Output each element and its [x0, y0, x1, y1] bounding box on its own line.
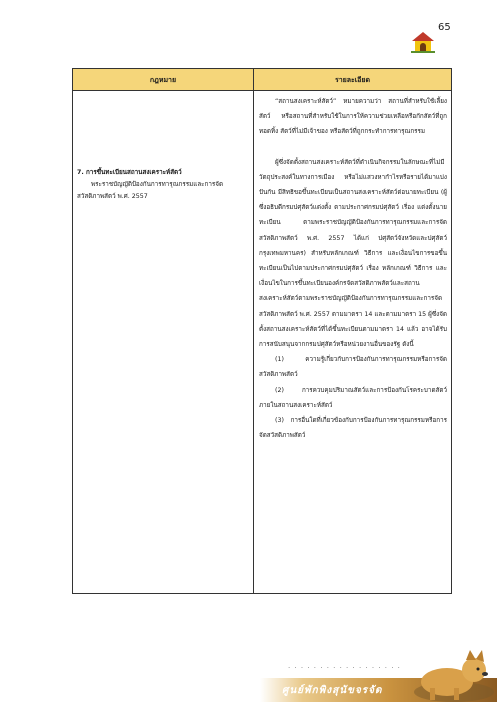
header-details: รายละเอียด — [334, 76, 371, 84]
act-name: พระราชบัญญัติป้องกันการทารุณกรรมและการจัดสวัสดิภาพสัตว์ พ.ศ. 2557 — [77, 181, 224, 200]
table-header — [73, 69, 451, 91]
definition-paragraph: “สถานสงเคราะห์สัตว์” หมายความว่า สถานที่สำหรับใช้เลี้ยงสัตว์ หรือสถานที่สำหรับใช้ในการให้ความช่วยเหลือหรือกักสัตว์ที่ถูกทอดทิ้ง สัตว์ที่ไม่มีเจ้าของ หรือสัตว์ที่ถูกกระทำการทารุณกรรม — [259, 98, 447, 136]
doghouse-icon — [410, 30, 436, 54]
page-number: 65 — [438, 22, 451, 33]
law-table — [72, 68, 452, 594]
header-law: กฎหมาย — [149, 76, 177, 84]
support-item: (2) การควบคุมปริมาณสัตว์และการป้องกันโรคระบาดสัตว์ภายในสถานสงเคราะห์สัตว์ — [259, 386, 447, 409]
footer-title: ศูนย์พักพิงสุนัขจรจัด — [282, 685, 383, 696]
law-cell — [77, 167, 249, 203]
footer-dots: · · · · · · · · · · · · · · · · · · — [288, 664, 401, 672]
column-divider — [253, 69, 254, 593]
support-item: (1) ความรู้เกี่ยวกับการป้องกันการทารุณกรรมหรือการจัดสวัสดิภาพสัตว์ — [259, 356, 447, 379]
details-cell — [259, 94, 447, 443]
section-heading: 7. การขึ้นทะเบียนสถานสงเคราะห์สัตว์ — [77, 169, 182, 176]
registration-paragraph: ผู้ซึ่งจัดตั้งสถานสงเคราะห์สัตว์ที่ดำเนินกิจกรรมในลักษณะที่ไม่มีวัตถุประสงค์ในทางการเมือง หรือไม่แสวงหากำไรหรือรายได้มาแบ่งปันกัน มีสิทธิขอขึ้นทะเบียนเป็นสถานสงเคราะห์สัตว์ต่อนายทะเบียน (ผู้ซึ่งอธิบดีกรมปศุสัตว์แต่งตั้ง ตามประกาศกรมปศุสัตว์ เรื่อง แต่งตั้งนายทะเบียน ตามพระราชบัญญัติป้องกันการทารุณกรรมและการจัดสวัสดิภาพสัตว์ พ.ศ. 2557 ได้แก่ ปศุสัตว์จังหวัดและปศุสัตว์กรุงเทพมหานคร) สำหรับหลักเกณฑ์ วิธีการ และเงื่อนไขการขอขึ้นทะเบียนเป็นไปตามประกาศกรมปศุสัตว์ เรื่อง หลักเกณฑ์ วิธีการ และเงื่อนไขในการขึ้นทะเบียนองค์กรจัดสวัสดิภาพสัตว์และสถานสงเคราะห์สัตว์ตามพระราชบัญญัติป้องกันการทารุณกรรมและการจัดสวัสดิภาพสัตว์ พ.ศ. 2557 ตามมาตรา 14 และตามมาตรา 15 ผู้ซึ่งจัดตั้งสถานสงเคราะห์สัตว์ที่ได้ขึ้นทะเบียนตามมาตรา 14 แล้ว อาจได้รับการสนับสนุนจากกรมปศุสัตว์หรือหน่วยงานอื่นของรัฐ ดังนี้ — [259, 158, 447, 349]
support-item: (3) การอื่นใดที่เกี่ยวข้องกับการป้องกันการทารุณกรรมหรือการจัดสวัสดิภาพสัตว์ — [259, 417, 447, 440]
dog-photo — [392, 646, 497, 702]
